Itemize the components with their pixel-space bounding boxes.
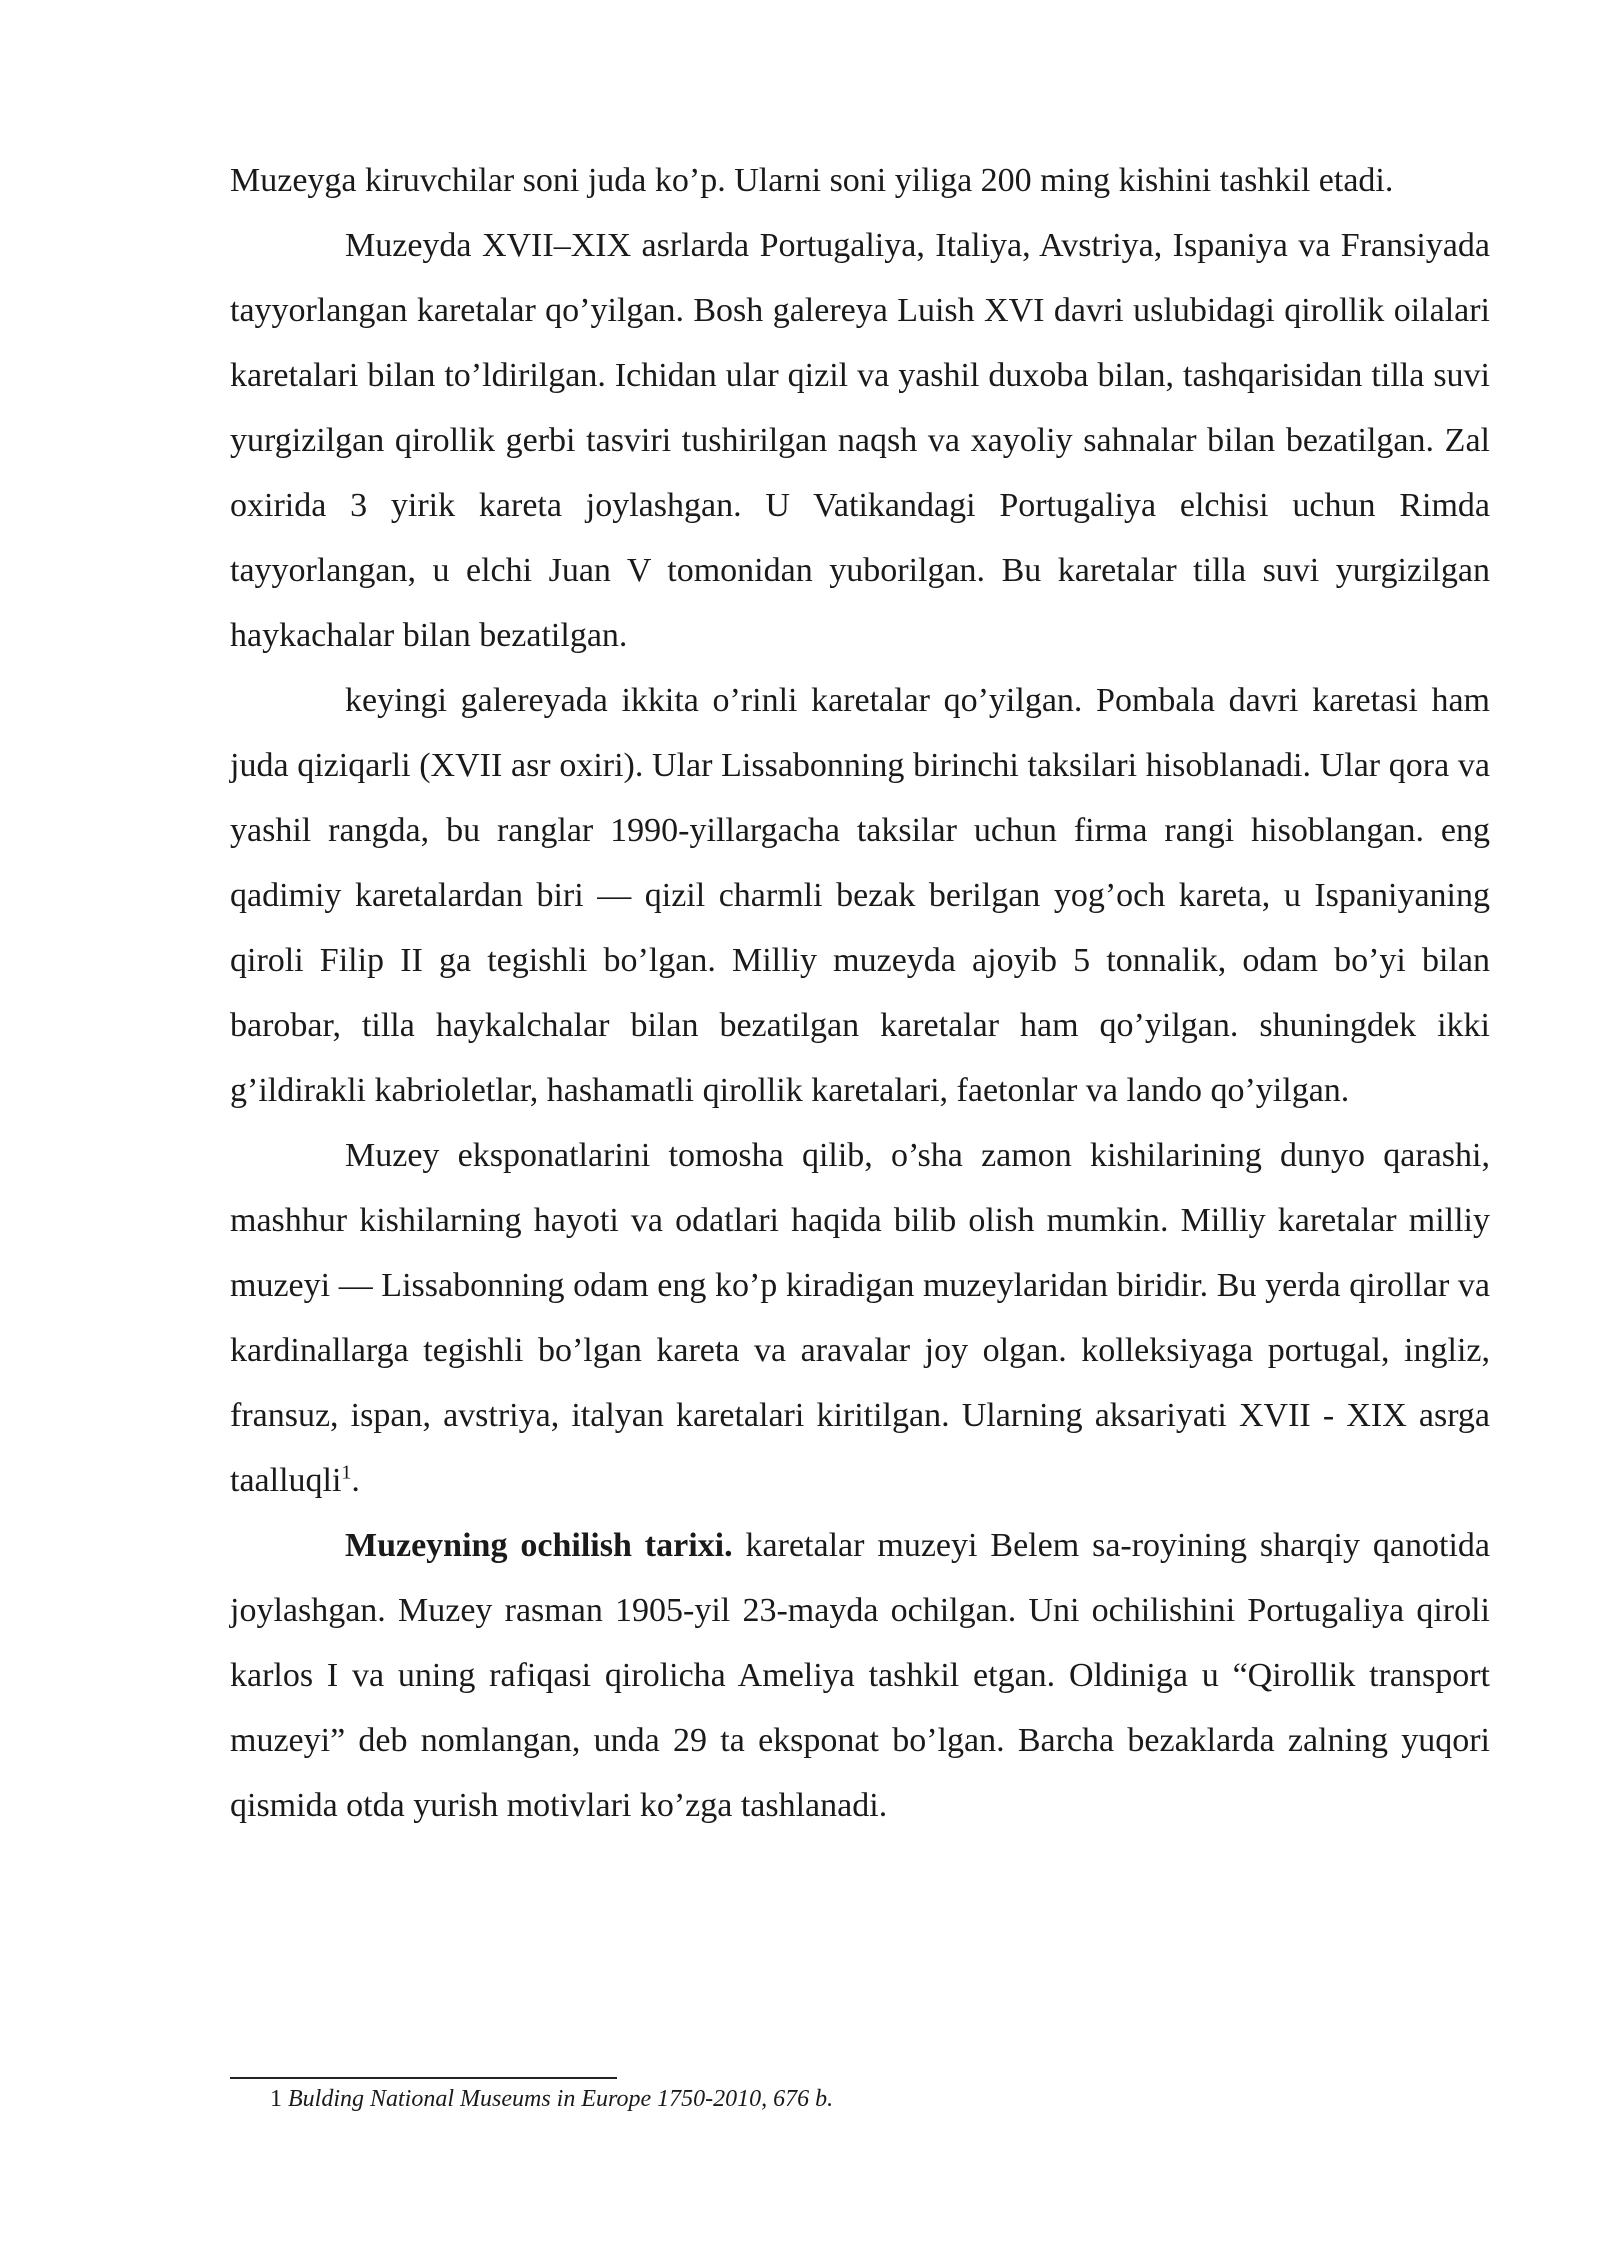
paragraph-5 (230, 1513, 1490, 1838)
footnote-reference[interactable]: 1 (341, 1461, 352, 1484)
footnote-separator (230, 2077, 617, 2079)
footnote-text: Bulding National Museums in Europe 1750-2010, 676 b. (288, 2086, 834, 2112)
footnote-number: 1 (270, 2086, 282, 2112)
paragraph-3: keyingi galereyada ikkita o’rinli karetalar qo’yilgan. Pombala davri karetasi ham juda qiziqarli (XVII asr oxiri). Ular Lissabonning birinchi taksilari hisoblanadi. Ular qora va yashil rangda, bu ranglar 1990-yillargacha taksilar uchun firma rangi hisoblangan. eng qadimiy karetalardan biri — qizil charmli bezak berilgan yog’och kareta, u Ispaniyaning qiroli Filip II ga tegishli bo’lgan. Milliy muzeyda ajoyib 5 tonnalik, odam bo’yi bilan barobar, tilla haykalchalar bilan bezatilgan karetalar ham qo’yilgan. shuningdek ikki g’ildirakli kabrioletlar, hashamatli qirollik karetalari, faetonlar va lando qo’yilgan. (230, 682, 1490, 1109)
footnote (270, 2082, 833, 2116)
document-body (230, 148, 1490, 1838)
paragraph-2: Muzeyda XVII–XIX asrlarda Portugaliya, Italiya, Avstriya, Ispaniya va Fransiyada tayyorlangan karetalar qo’yilgan. Bosh galereya Luish XVI davri uslubidagi qirollik oilalari karetalari bilan to’ldirilgan. Ichidan ular qizil va yashil duxoba bilan, tashqarisidan tilla suvi yurgizilgan qirollik gerbi tasviri tushirilgan naqsh va xayoliy sahnalar bilan bezatilgan. Zal oxirida 3 yirik kareta joylashgan. U Vatikandagi Portugaliya elchisi uchun Rimda tayyorlangan, u elchi Juan V tomonidan yuborilgan. Bu karetalar tilla suvi yurgizilgan haykachalar bilan bezatilgan. (230, 227, 1490, 654)
paragraph-4-tail: . (351, 1462, 360, 1499)
paragraph-1: Muzeyga kiruvchilar soni juda ko’p. Ularni soni yiliga 200 ming kishini tashkil etadi. (230, 162, 1394, 199)
paragraph-5-text: karetalar muzeyi Belem sa-royining sharqiy qanotida joylashgan. Muzey rasman 1905-yil 23-mayda ochilgan. Uni ochilishini Portugaliya qiroli karlos I va uning rafiqasi qirolicha Ameliya tashkil etgan. Oldiniga u “Qirollik transport muzeyi” deb nomlangan, unda 29 ta eksponat bo’lgan. Barcha bezaklarda zalning yuqori qismida otda yurish motivlari ko’zga tashlanadi. (230, 1527, 1490, 1824)
section-heading: Muzeyning ochilish tarixi. (345, 1527, 733, 1564)
paragraph-4 (230, 1123, 1490, 1513)
paragraph-4-text: Muzey eksponatlarini tomosha qilib, o’sha zamon kishilarining dunyo qarashi, mashhur kishilarning hayoti va odatlari haqida bilib olish mumkin. Milliy karetalar milliy muzeyi — Lissabonning odam eng ko’p kiradigan muzeylaridan biridir. Bu yerda qirollar va kardinallarga tegishli bo’lgan kareta va aravalar joy olgan. kolleksiyaga portugal, ingliz, fransuz, ispan, avstriya, italyan karetalari kiritilgan. Ularning aksariyati XVII - XIX asrga taalluqli (230, 1137, 1490, 1499)
